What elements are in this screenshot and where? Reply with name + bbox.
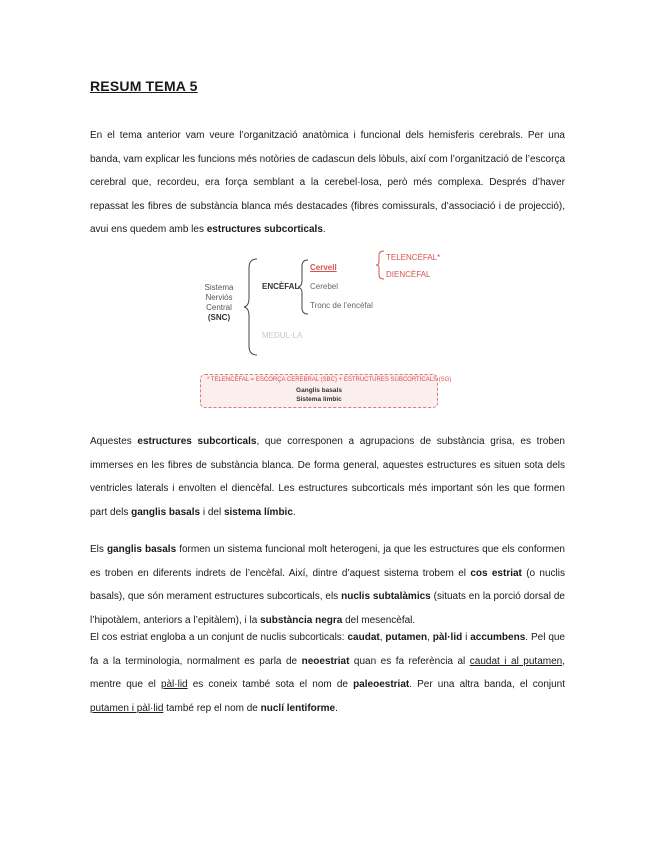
bold-term: nuclí lentiforme	[260, 702, 336, 714]
text: Els	[90, 544, 107, 555]
sistema-line: Sistema	[204, 283, 234, 292]
text: El cos estriat engloba a un conjunt de nuclis subcorticals:	[90, 632, 348, 643]
paragraph-intro	[90, 124, 565, 242]
text: . Pel que fa a la terminologia, normalment es parla de	[90, 632, 565, 667]
text: . Per una altra banda, el conjunt	[409, 679, 565, 690]
note-ganglis: Ganglis basals	[296, 387, 342, 394]
bold-term: sistema límbic	[223, 506, 293, 518]
brace-large	[243, 258, 259, 356]
paragraph-ganglis	[90, 538, 565, 632]
encefal-label: ENCÈFAL	[262, 282, 300, 291]
bold-term: cos estriat	[470, 567, 522, 579]
text: ,	[379, 632, 386, 643]
paragraph-cos-estriat	[90, 626, 565, 720]
telencefal-note-box	[200, 374, 452, 408]
text: quan es fa referència al	[349, 655, 470, 667]
text: , mentre que el	[90, 655, 565, 690]
brace-encefal	[297, 259, 309, 315]
bold-term: estructures subcorticals	[137, 436, 257, 447]
text: es coneix també sota el nom de	[187, 679, 354, 690]
text: , que corresponen a agrupacions de substància grisa, es troben immerses en les fibres de substància blanca. De forma general, aquestes estructures es situen sota dels ventricles laterals i envolten el diencèfal. Les estructures subcorticals més important són les que formen part dels	[90, 436, 565, 518]
text: .	[292, 506, 296, 518]
underlined-term: pàl·lid	[160, 679, 188, 690]
text: formen un sistema funcional molt heterogeni, ja que les estructures que els conformen es troben en diferents indrets de l’encèfal. Així, dintre d’aquest sistema trobem el	[90, 544, 565, 579]
text: ,	[427, 632, 433, 643]
text: .	[322, 224, 326, 235]
medula-label: MEDUL·LA	[262, 331, 303, 340]
sistema-line: Central	[206, 303, 232, 312]
text: (situats en la porció dorsal de l’hipotàlem, anteriors a l’epitàlem), i la	[90, 591, 565, 626]
bold-term: neoestriat	[301, 655, 350, 667]
note-definition: * TELENCÈFAL = ESCORÇA CEREBRAL (SBC) + ESTRUCTURES SUBCORTICALS (SG)	[207, 377, 452, 383]
bold-term: pàl·lid	[432, 632, 463, 643]
text: (o nuclis basals), que són merament estructures subcorticals, els	[90, 567, 565, 602]
sistema-label	[196, 283, 242, 323]
cervell-label: Cervell	[310, 263, 337, 272]
bold-term: paleoestriat	[353, 679, 410, 690]
bold-term: ganglis basals	[131, 506, 201, 518]
document-title: RESUM TEMA 5	[90, 78, 198, 94]
brace-cervell	[375, 250, 385, 280]
bold-term: nuclis subtalàmics	[341, 591, 431, 602]
bold-term: substància negra	[260, 614, 343, 626]
text: En el tema anterior vam veure l’organització anatòmica i funcional dels hemisferis cerebrals. Per una banda, vam explicar les funcions més notòries de cadascun dels lòbuls, així com l’organització de l’escorça cerebral que, recordeu, era força semblant a la cerebel·losa, però més complexa. Després d’haver repassat les fibres de substància blanca més destacades (fibres comissurals, d’associació i de projecció), avui ens quedem amb les	[90, 130, 565, 235]
diencefal-label: DIENCÈFAL	[386, 270, 431, 279]
tronc-label: Tronc de l’encèfal	[310, 301, 373, 310]
bold-term: ganglis basals	[106, 544, 177, 555]
bold-term: estructures subcorticals	[206, 224, 323, 235]
underlined-term: putamen i pàl·lid	[90, 702, 164, 714]
text: del mesencèfal.	[342, 614, 416, 626]
bold-term: accumbens	[470, 632, 526, 643]
cerebel-label: Cerebel	[310, 282, 339, 291]
underlined-term: caudat i al putamen	[469, 655, 563, 667]
text: i	[462, 632, 471, 643]
text: .	[335, 702, 338, 714]
bold-term: putamen	[385, 632, 428, 643]
snc-label: (SNC)	[207, 313, 231, 322]
note-limbic: Sistema límbic	[296, 396, 342, 403]
bold-term: caudat	[347, 632, 380, 643]
text: i del	[200, 506, 224, 518]
text: també rep el nom de	[163, 702, 261, 714]
sistema-line: Nerviós	[205, 293, 233, 302]
paragraph-subcortical	[90, 430, 565, 524]
text: Aquestes	[90, 436, 138, 447]
telencefal-label: TELENCÈFAL*	[386, 253, 441, 262]
